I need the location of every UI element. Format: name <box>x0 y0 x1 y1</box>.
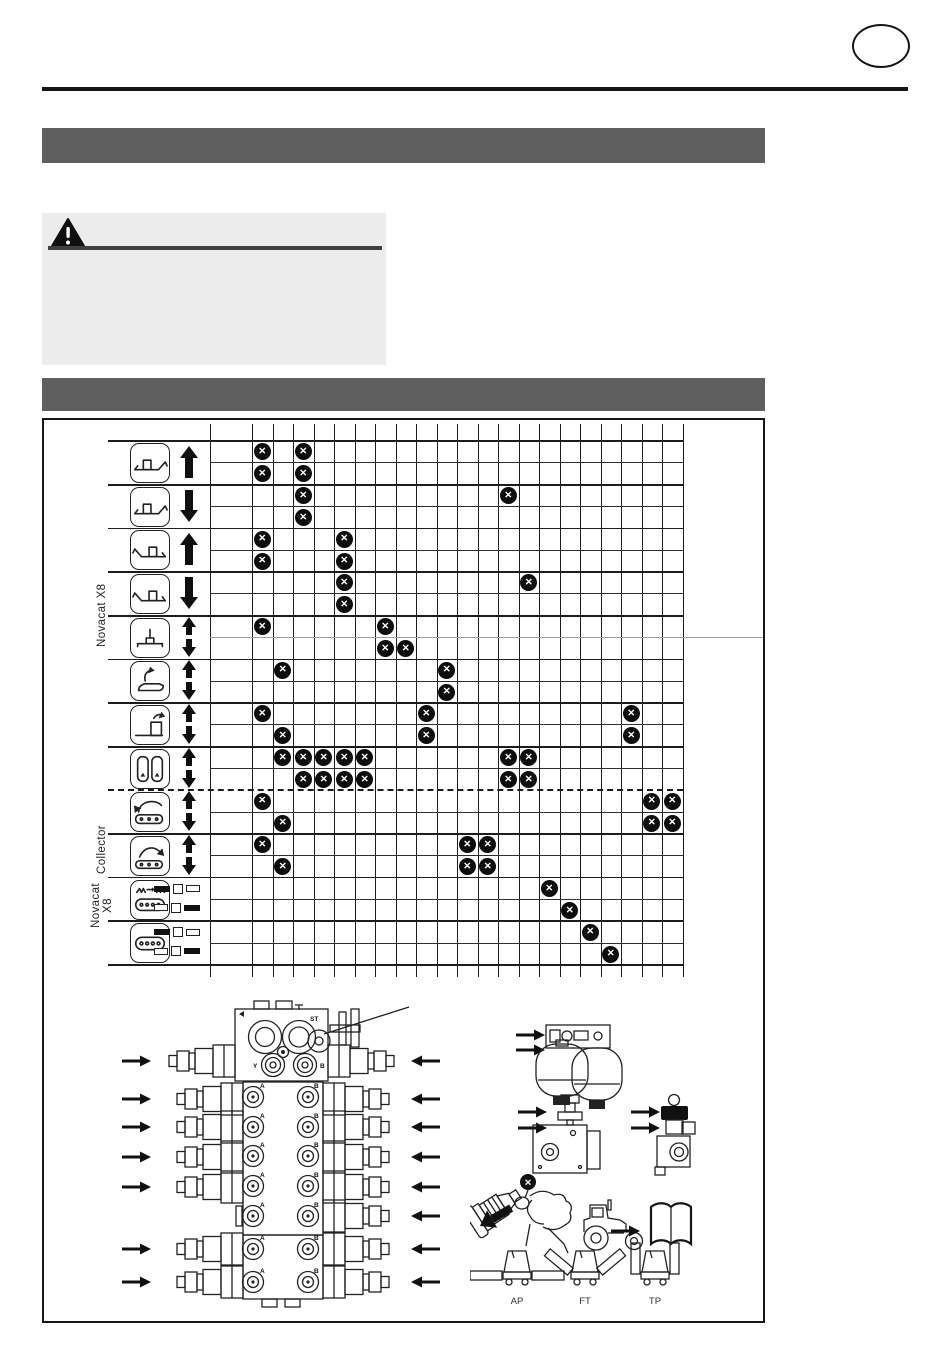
function-mark: ✕ <box>500 771 517 788</box>
grid-hline-group <box>108 920 683 922</box>
function-mark: ✕ <box>623 727 640 744</box>
function-mark: ✕ <box>664 793 681 810</box>
grid-hline-sub <box>210 768 683 769</box>
function-mark: ✕ <box>274 727 291 744</box>
function-mark: ✕ <box>254 705 271 722</box>
function-mark: ✕ <box>336 574 353 591</box>
svg-text:B: B <box>314 1235 319 1242</box>
function-mark: ✕ <box>274 749 291 766</box>
function-mark: ✕ <box>643 793 660 810</box>
function-mark: ✕ <box>418 727 435 744</box>
svg-text:B: B <box>314 1172 319 1179</box>
function-mark: ✕ <box>336 531 353 548</box>
grid-hline-group <box>108 440 683 442</box>
position-icon-ap <box>470 1251 564 1285</box>
flow-setting-sliders <box>154 925 206 963</box>
grid-hline-sub <box>210 681 683 682</box>
function-mark: ✕ <box>500 749 517 766</box>
function-mark: ✕ <box>377 618 394 635</box>
function-mark: ✕ <box>336 771 353 788</box>
function-mark: ✕ <box>541 880 558 897</box>
grid-hline-group <box>108 528 683 530</box>
row-arrow-down <box>180 490 198 522</box>
matrix-row-icon-mower-front-lower <box>130 574 170 614</box>
function-mark: ✕ <box>418 705 435 722</box>
label-ap: AP <box>510 1296 524 1307</box>
solenoid-valves <box>169 1045 394 1298</box>
matrix-row-icon-mower-rear-lower <box>130 487 170 527</box>
grid-hline-sub <box>210 855 683 856</box>
function-mark: ✕ <box>479 836 496 853</box>
svg-text:ST: ST <box>310 1016 319 1023</box>
function-mark: ✕ <box>459 836 476 853</box>
flow-setting-sliders <box>154 882 206 920</box>
pressure-relief-valve <box>631 1095 695 1176</box>
svg-text:A: A <box>260 1172 265 1179</box>
grid-hline-sub <box>210 550 683 551</box>
svg-text:B: B <box>320 1063 325 1070</box>
function-mark: ✕ <box>459 858 476 875</box>
matrix-row-icon-center-section <box>130 618 170 658</box>
function-mark: ✕ <box>315 771 332 788</box>
grid-hline-group <box>108 877 683 879</box>
extended-gray-line <box>210 637 763 639</box>
valve-ports <box>243 1083 320 1293</box>
matrix-row-icon-collector-belt-raise <box>130 792 170 832</box>
function-mark: ✕ <box>664 815 681 832</box>
svg-text:A: A <box>260 1268 265 1275</box>
function-mark: ✕ <box>623 705 640 722</box>
function-mark: ✕ <box>336 749 353 766</box>
grid-hline-sub <box>210 462 683 463</box>
function-mark: ✕ <box>377 640 394 657</box>
valve-block-diagram <box>102 997 462 1322</box>
svg-text:A: A <box>260 1235 265 1242</box>
function-mark: ✕ <box>561 902 578 919</box>
row-arrow-up <box>180 533 198 565</box>
matrix-row-icon-swath-former <box>130 661 170 701</box>
manual-book-icon <box>651 1203 691 1244</box>
function-mark: ✕ <box>295 443 312 460</box>
function-mark: ✕ <box>520 749 537 766</box>
function-mark: ✕ <box>500 487 517 504</box>
grid-hline-sub <box>210 899 683 900</box>
function-mark: ✕ <box>254 793 271 810</box>
row-arrow-updown <box>182 704 196 744</box>
svg-text:A: A <box>260 1142 265 1149</box>
function-mark: ✕ <box>520 574 537 591</box>
function-mark: ✕ <box>356 771 373 788</box>
function-mark: ✕ <box>274 858 291 875</box>
svg-text:B: B <box>314 1113 319 1120</box>
function-mark: ✕ <box>274 815 291 832</box>
matrix-row-icon-twin-units <box>130 749 170 789</box>
svg-text:A: A <box>260 1113 265 1120</box>
function-mark: ✕ <box>582 924 599 941</box>
svg-text:A: A <box>260 1083 265 1090</box>
warning-underline <box>48 246 382 250</box>
accumulators <box>516 1025 622 1109</box>
svg-text:B: B <box>314 1268 319 1275</box>
function-mark: ✕ <box>602 946 619 963</box>
matrix-row-icon-collector-belt-tilt <box>130 836 170 876</box>
label-tp: TP <box>648 1296 662 1307</box>
function-mark: ✕ <box>356 749 373 766</box>
function-mark: ✕ <box>274 662 291 679</box>
cartridge-valve-block <box>518 1095 600 1173</box>
row-arrow-updown <box>182 660 196 700</box>
hydraulic-components <box>470 1000 720 1310</box>
row-arrow-updown <box>182 791 196 831</box>
grid-hline-sub <box>210 943 683 944</box>
grid-hline-sub <box>210 812 683 813</box>
svg-text:A: A <box>260 1202 265 1209</box>
grid-vline <box>683 424 684 977</box>
grid-hline-group <box>108 964 683 966</box>
function-mark: ✕ <box>520 771 537 788</box>
function-mark: ✕ <box>254 443 271 460</box>
function-mark: ✕ <box>295 509 312 526</box>
row-arrow-updown <box>182 748 196 788</box>
top-rule <box>42 87 908 91</box>
function-mark: ✕ <box>295 465 312 482</box>
function-mark: ✕ <box>643 815 660 832</box>
svg-text:B: B <box>314 1202 319 1209</box>
function-mark: ✕ <box>295 771 312 788</box>
function-mark: ✕ <box>438 662 455 679</box>
matrix-row-icon-guard-fold <box>130 705 170 745</box>
row-arrow-down <box>180 577 198 609</box>
function-mark: ✕ <box>254 465 271 482</box>
svg-text:✕: ✕ <box>524 1177 532 1188</box>
function-mark: ✕ <box>254 836 271 853</box>
grid-hline-sub <box>210 724 683 725</box>
warning-box <box>42 213 386 365</box>
function-mark: ✕ <box>254 531 271 548</box>
function-mark: ✕ <box>336 553 353 570</box>
label-ft: FT <box>579 1296 591 1307</box>
matrix-row-icon-mower-front-raise <box>130 530 170 570</box>
hand-turning-knob <box>470 1174 571 1253</box>
section-label-novacat-x8-collector: Novacat X8 Collector <box>90 825 114 929</box>
grid-hline-group <box>108 484 683 486</box>
function-mark: ✕ <box>295 487 312 504</box>
row-arrow-updown <box>182 835 196 875</box>
position-icon-tp <box>631 1243 679 1285</box>
valve-top-block <box>235 1001 409 1081</box>
function-mark: ✕ <box>438 684 455 701</box>
function-mark: ✕ <box>254 553 271 570</box>
row-arrow-updown <box>182 617 196 657</box>
matrix-row-icon-mower-rear-raise <box>130 443 170 483</box>
title-bar-primary <box>42 128 765 163</box>
language-badge-ellipse <box>852 24 910 68</box>
function-mark: ✕ <box>397 640 414 657</box>
title-bar-secondary <box>42 378 765 411</box>
flow-arrows <box>122 1056 440 1288</box>
svg-text:Y: Y <box>253 1063 258 1070</box>
function-mark: ✕ <box>254 618 271 635</box>
svg-text:B: B <box>314 1142 319 1149</box>
grid-hline-sub <box>210 506 683 507</box>
function-mark: ✕ <box>479 858 496 875</box>
svg-text:B: B <box>314 1083 319 1090</box>
grid-hline-sub <box>210 593 683 594</box>
row-arrow-up <box>180 446 198 478</box>
function-mark: ✕ <box>315 749 332 766</box>
function-matrix <box>108 424 768 977</box>
grid-hline-group <box>108 571 683 573</box>
function-mark: ✕ <box>336 596 353 613</box>
function-mark: ✕ <box>295 749 312 766</box>
section-label-novacat-x8: Novacat X8 <box>96 583 108 647</box>
